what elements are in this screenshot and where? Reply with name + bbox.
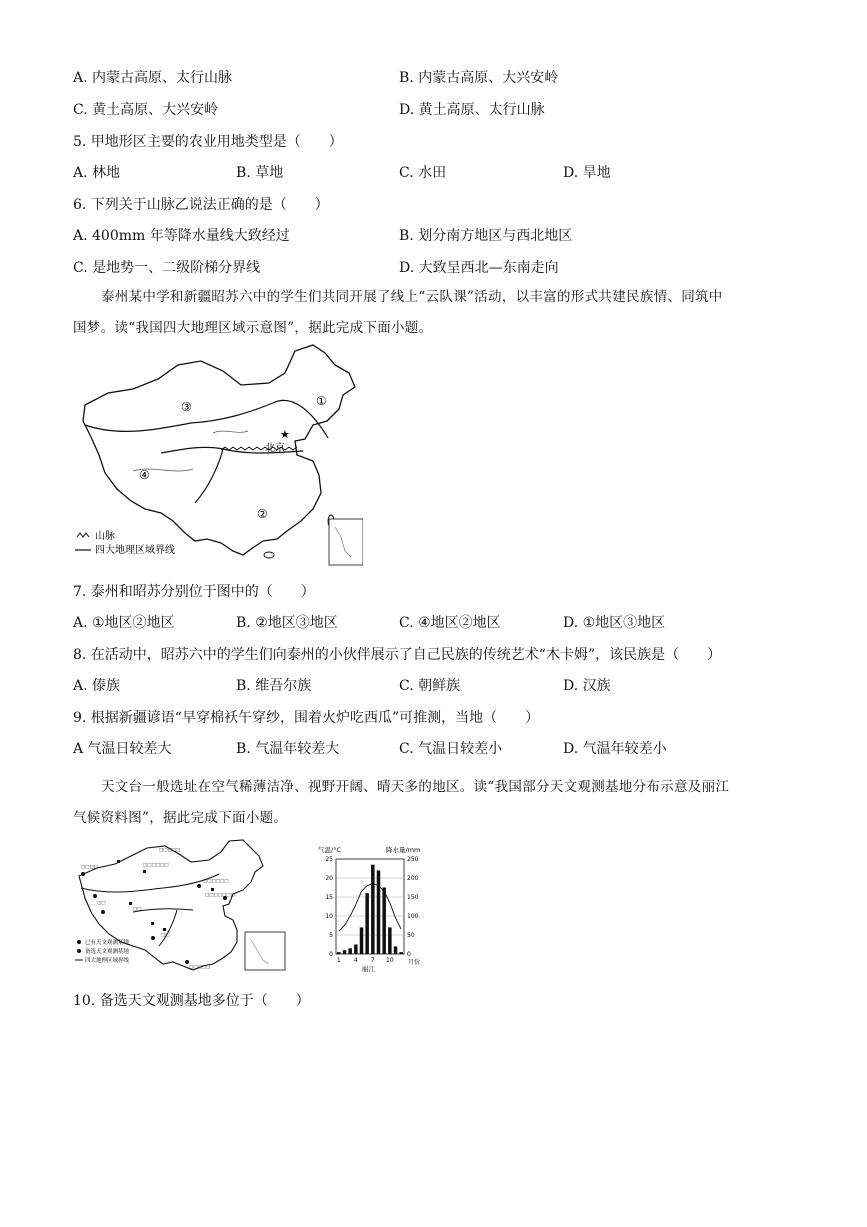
chart-ytick-left: 15: [325, 894, 333, 901]
candidate-observatory-markers: [117, 860, 214, 931]
chart-xtick: 7: [370, 957, 375, 964]
q5-stem: 5. 甲地形区主要的农业用地类型是（ ）: [73, 134, 343, 150]
chart-ytick-left: 25: [325, 856, 333, 863]
precip-bar: [365, 893, 369, 954]
mountain-mark-qinling: [221, 447, 297, 450]
q10-stem: 10. 备选天文观测基地多位于（ ）: [73, 993, 310, 1009]
region-label-2: ②: [257, 507, 268, 521]
chart-ylabel-left: 气温/°C: [318, 846, 341, 854]
q4-option-a: A. 内蒙古高原、太行山脉: [73, 70, 233, 86]
beijing-star: ★: [280, 428, 290, 441]
q9-option-d: D. 气温年较差小: [563, 741, 667, 757]
precip-bar: [399, 952, 403, 954]
chart-ytick-right: 50: [407, 932, 415, 939]
chart-ytick-left: 10: [325, 913, 333, 920]
chart-xtick: 1: [336, 957, 341, 964]
legend-existing-symbol: [77, 940, 81, 944]
region-label-4: ④: [139, 468, 150, 482]
precip-bar: [343, 950, 347, 954]
passage-2: [73, 772, 733, 834]
q5-option-b: B. 草地: [236, 165, 284, 181]
chart-ytick-right: 0: [407, 951, 411, 958]
q7-option-c: C. ④地区②地区: [399, 615, 501, 631]
q5-option-a: A. 林地: [73, 165, 121, 181]
q8-option-a: A. 傣族: [73, 678, 121, 694]
precip-bar: [354, 945, 358, 955]
observatory-map: [73, 838, 297, 972]
q9-stem: 9. 根据新疆谚语“早穿棉袄午穿纱，围着火炉吃西瓜”可推测，当地（ ）: [73, 710, 540, 726]
precip-bar: [388, 927, 392, 954]
q7-option-a: A. ①地区②地区: [73, 615, 175, 631]
chart-xtick: 4: [353, 957, 358, 964]
chart-xtick: 10: [386, 957, 394, 964]
svg-text:□□□□□: □□□□□: [189, 965, 211, 970]
lijiang-climate-chart: [316, 843, 434, 973]
q9-option-c: C. 气温日较差小: [399, 741, 503, 757]
legend-existing-label: 已有天文观测基地: [85, 940, 130, 946]
q4-option-b: B. 内蒙古高原、大兴安岭: [399, 70, 559, 86]
temperature-line: [339, 884, 401, 932]
passage-1: [73, 282, 733, 344]
q9-option-b: B. 气温年较差大: [236, 741, 340, 757]
svg-text:□□: □□: [133, 907, 142, 912]
precip-bar: [377, 870, 381, 954]
region-label-1: ①: [316, 394, 327, 408]
chart-ytick-right: 200: [407, 875, 419, 882]
q6-option-d: D. 大致呈西北—东南走向: [399, 260, 559, 276]
q7-option-d: D. ①地区③地区: [563, 615, 666, 631]
precip-bar: [360, 927, 364, 954]
svg-text:□□□□□□: □□□□□□: [203, 879, 229, 884]
passage-1-text: 泰州某中学和新疆昭苏六中的学生们共同开展了线上“云队课”活动，以丰富的形式共建民族情、同筑中国梦。读“我国四大地理区域示意图”，据此完成下面小题。: [73, 289, 723, 336]
q5-option-c: C. 水田: [399, 165, 447, 181]
inner-mongolia-boundary: [85, 400, 328, 438]
south-sea-inset: [329, 519, 363, 565]
svg-text:□□□□□□□: □□□□□□□: [205, 893, 235, 898]
tibet-boundary: [195, 449, 223, 503]
q4-option-c: C. 黄土高原、大兴安岭: [73, 102, 219, 118]
svg-text:□□□□□□: □□□□□□: [143, 863, 169, 868]
chart-ytick-right: 150: [407, 894, 419, 901]
svg-text:□□: □□: [97, 901, 106, 906]
q6-option-c: C. 是地势一、二级阶梯分界线: [73, 260, 261, 276]
q7-stem: 7. 泰州和昭苏分别位于图中的（ ）: [73, 584, 315, 600]
legend-candidate-label: 备选天文观测基地: [85, 949, 130, 955]
chart-xlabel: 月份: [408, 959, 421, 966]
regions-map: [73, 343, 363, 568]
china-outline: [83, 345, 355, 555]
q8-option-c: C. 朝鲜族: [399, 678, 461, 694]
q5-option-d: D. 旱地: [563, 165, 611, 181]
q6-stem: 6. 下列关于山脉乙说法正确的是（ ）: [73, 197, 329, 213]
region-label-3: ③: [181, 400, 192, 414]
chart-ylabel-right: 降水量/mm: [386, 846, 421, 854]
precip-bar: [337, 952, 341, 954]
legend-mountain-label: 山脉: [95, 531, 115, 542]
q8-option-d: D. 汉族: [563, 678, 611, 694]
legend-boundary-label-small: 四大地理区域界线: [85, 958, 130, 964]
legend-mountain-symbol: [77, 533, 89, 537]
chart-plot-frame: [336, 859, 404, 954]
precip-bar: [394, 946, 398, 954]
beijing-label: 北京: [265, 443, 285, 454]
q8-stem: 8. 在活动中，昭苏六中的学生们向泰州的小伙伴展示了自己民族的传统艺术“木卡姆”，该民族是（ ）: [73, 647, 722, 663]
chart-ytick-right: 100: [407, 913, 419, 920]
legend-boundary-label: 四大地理区域界线: [95, 545, 175, 556]
q6-option-b: B. 划分南方地区与西北地区: [399, 228, 573, 244]
south-sea-inset-small: [245, 932, 285, 970]
q9-option-a: A 气温日较差大: [73, 741, 172, 757]
chart-ytick-right: 250: [407, 856, 419, 863]
passage-2-text: 天文台一般选址在空气稀薄洁净、视野开阔、晴天多的地区。读“我国部分天文观测基地分布示意及丽江气候资料图”，据此完成下面小题。: [73, 779, 730, 826]
islands: [264, 515, 334, 558]
precip-bar: [382, 888, 386, 955]
chart-ytick-left: 0: [329, 951, 333, 958]
precip-bar: [371, 865, 375, 954]
q8-option-b: B. 维吾尔族: [236, 678, 312, 694]
q7-option-b: B. ②地区③地区: [236, 615, 338, 631]
svg-text:□□: □□: [161, 933, 170, 938]
precip-bar: [348, 948, 352, 954]
chart-ytick-left: 20: [325, 875, 333, 882]
q6-option-a: A. 400mm 年等降水量线大致经过: [73, 228, 290, 244]
q4-option-d: D. 黄土高原、太行山脉: [399, 102, 545, 118]
chart-caption: 丽江: [362, 965, 375, 973]
svg-text:□□□□: □□□□: [81, 865, 99, 870]
svg-text:□□□□□: □□□□□: [159, 848, 181, 853]
chart-ytick-left: 5: [329, 932, 333, 939]
legend-candidate-symbol: [77, 949, 81, 953]
